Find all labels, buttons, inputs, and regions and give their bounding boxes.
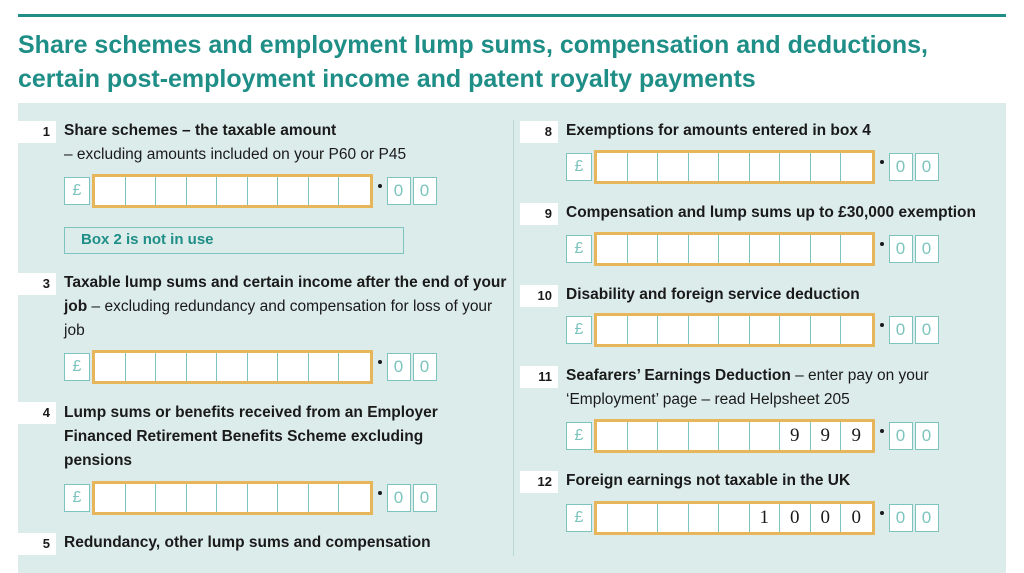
title-rule (18, 14, 1006, 17)
digit-cell[interactable] (658, 235, 689, 263)
digit-cell[interactable] (339, 353, 370, 381)
digit-cell[interactable] (187, 177, 218, 205)
digit-cell[interactable] (217, 484, 248, 512)
digit-cell[interactable] (658, 422, 689, 450)
question-8-label (566, 119, 1006, 143)
digit-cell[interactable] (689, 153, 720, 181)
decimal-point (880, 323, 884, 327)
digit-cell[interactable] (750, 316, 781, 344)
pound-sign: £ (566, 153, 592, 181)
question-11-label (566, 364, 991, 412)
pounds-digit-boxes[interactable] (594, 232, 875, 266)
box-number-9: 9 (520, 203, 558, 225)
pence-box: 0 (413, 484, 437, 512)
pence-box: 0 (387, 484, 411, 512)
digit-cell[interactable] (750, 422, 781, 450)
digit-cell[interactable] (187, 484, 218, 512)
pounds-digit-boxes[interactable] (594, 419, 875, 453)
digit-cell[interactable] (719, 153, 750, 181)
digit-cell[interactable] (628, 153, 659, 181)
question-9-label (566, 201, 1006, 225)
digit-cell[interactable] (156, 353, 187, 381)
digit-cell[interactable]: 0 (811, 504, 842, 532)
pence-box: 0 (413, 177, 437, 205)
pence-box: 0 (915, 422, 939, 450)
digit-cell[interactable] (597, 153, 628, 181)
pound-sign: £ (64, 484, 90, 512)
digit-cell[interactable] (597, 316, 628, 344)
pence-box: 0 (889, 153, 913, 181)
digit-cell[interactable] (126, 177, 157, 205)
question-12-label (566, 469, 1006, 493)
digit-cell[interactable] (658, 153, 689, 181)
digit-cell[interactable] (780, 153, 811, 181)
digit-cell[interactable] (339, 177, 370, 205)
digit-cell[interactable] (217, 177, 248, 205)
section-title (18, 28, 1018, 96)
pounds-digit-boxes[interactable] (594, 313, 875, 347)
pound-sign: £ (566, 316, 592, 344)
question-3-hint: – excluding redundancy and compensation for loss of your job (64, 298, 493, 339)
pence-box: 0 (387, 177, 411, 205)
pence-box: 0 (413, 353, 437, 381)
pence-box: 0 (889, 235, 913, 263)
digit-cell[interactable] (187, 353, 218, 381)
digit-cell[interactable] (841, 235, 872, 263)
pence-box: 0 (915, 316, 939, 344)
digit-cell[interactable] (309, 177, 340, 205)
question-5-title: Redundancy, other lump sums and compensation (64, 534, 431, 551)
decimal-point (378, 184, 382, 188)
digit-cell[interactable] (658, 316, 689, 344)
question-9-title: Compensation and lump sums up to £30,000 exemption (566, 204, 976, 221)
question-8-title: Exemptions for amounts entered in box 4 (566, 122, 871, 139)
digit-cell[interactable] (126, 353, 157, 381)
decimal-point (880, 160, 884, 164)
digit-cell[interactable] (841, 153, 872, 181)
digit-cell[interactable] (719, 422, 750, 450)
digit-cell[interactable] (628, 316, 659, 344)
digit-cell[interactable] (597, 235, 628, 263)
digit-cell[interactable] (719, 316, 750, 344)
digit-cell[interactable]: 9 (811, 422, 842, 450)
digit-cell[interactable] (780, 316, 811, 344)
pounds-digit-boxes[interactable] (92, 350, 373, 384)
digit-cell[interactable] (628, 422, 659, 450)
digit-cell[interactable] (248, 484, 279, 512)
pence-box: 0 (387, 353, 411, 381)
digit-cell[interactable]: 9 (780, 422, 811, 450)
pound-sign: £ (566, 422, 592, 450)
digit-cell[interactable] (309, 353, 340, 381)
pound-sign: £ (566, 235, 592, 263)
digit-cell[interactable] (811, 153, 842, 181)
digit-cell[interactable] (597, 422, 628, 450)
question-12-title: Foreign earnings not taxable in the UK (566, 472, 851, 489)
box-number-12: 12 (520, 471, 558, 493)
pounds-digit-boxes[interactable] (92, 174, 373, 208)
digit-cell[interactable] (750, 235, 781, 263)
decimal-point (378, 360, 382, 364)
decimal-point (880, 242, 884, 246)
digit-cell[interactable] (719, 504, 750, 532)
box-number-11: 11 (520, 366, 558, 388)
digit-cell[interactable] (689, 316, 720, 344)
digit-cell[interactable] (811, 316, 842, 344)
digit-cell[interactable] (248, 177, 279, 205)
digit-cell[interactable] (689, 422, 720, 450)
question-1-hint: – excluding amounts included on your P60 or P45 (64, 146, 407, 163)
digit-cell[interactable] (597, 504, 628, 532)
digit-cell[interactable] (156, 177, 187, 205)
box-number-5: 5 (18, 533, 56, 555)
question-3-title: Taxable lump sums and certain income after the end of your job (64, 274, 507, 315)
digit-cell[interactable] (95, 177, 126, 205)
question-4-title: Lump sums or benefits received from an Employer Financed Retirement Benefits Scheme excluding pensions (64, 404, 438, 469)
pence-box: 0 (915, 235, 939, 263)
digit-cell[interactable] (278, 484, 309, 512)
question-11-hint: – enter pay on your ‘Employment’ page – read Helpsheet 205 (566, 367, 929, 408)
digit-cell[interactable] (309, 484, 340, 512)
box-number-4: 4 (18, 402, 56, 424)
pence-box: 0 (889, 422, 913, 450)
question-11-title: Seafarers’ Earnings Deduction (566, 367, 791, 384)
digit-cell[interactable] (217, 353, 248, 381)
question-5-label (64, 531, 504, 555)
question-10-label (566, 283, 1006, 307)
digit-cell[interactable] (339, 484, 370, 512)
box-number-10: 10 (520, 285, 558, 307)
digit-cell[interactable] (811, 235, 842, 263)
pound-sign: £ (64, 353, 90, 381)
digit-cell[interactable]: 0 (851, 507, 861, 528)
digit-cell[interactable] (628, 504, 659, 532)
question-10-title: Disability and foreign service deduction (566, 286, 860, 303)
pounds-digit-boxes[interactable] (594, 150, 875, 184)
pence-box: 0 (889, 504, 913, 532)
digit-cell[interactable] (628, 235, 659, 263)
pound-sign: £ (566, 504, 592, 532)
box-number-8: 8 (520, 121, 558, 143)
digit-cell[interactable] (278, 353, 309, 381)
question-3-label (64, 271, 509, 343)
question-1-title: Share schemes – the taxable amount (64, 122, 337, 139)
section-title-line1: Share schemes and employment lump sums, compensation and deductions, (18, 31, 928, 59)
section-title-line2: certain post-employment income and patent royalty payments (18, 65, 756, 93)
digit-cell[interactable] (658, 504, 689, 532)
box-2-not-in-use: Box 2 is not in use (64, 227, 404, 254)
pence-box: 0 (915, 153, 939, 181)
decimal-point (880, 429, 884, 433)
pounds-digit-boxes[interactable] (594, 501, 875, 535)
pounds-digit-boxes[interactable] (92, 481, 373, 515)
pence-box: 0 (915, 504, 939, 532)
digit-cell[interactable] (126, 484, 157, 512)
column-divider (513, 120, 514, 556)
digit-cell[interactable] (780, 235, 811, 263)
question-1-label (64, 119, 504, 167)
digit-cell[interactable] (95, 353, 126, 381)
digit-cell[interactable] (156, 484, 187, 512)
digit-cell[interactable] (278, 177, 309, 205)
question-4-label (64, 401, 464, 473)
digit-cell[interactable] (841, 316, 872, 344)
digit-cell[interactable] (95, 484, 126, 512)
digit-cell[interactable] (750, 153, 781, 181)
box-number-1: 1 (18, 121, 56, 143)
pound-sign: £ (64, 177, 90, 205)
digit-cell[interactable] (689, 504, 720, 532)
digit-cell[interactable] (689, 235, 720, 263)
digit-cell[interactable]: 0 (780, 504, 811, 532)
pence-box: 0 (889, 316, 913, 344)
digit-cell[interactable]: 9 (851, 425, 861, 446)
digit-cell[interactable] (719, 235, 750, 263)
digit-cell[interactable] (248, 353, 279, 381)
decimal-point (378, 491, 382, 495)
digit-cell[interactable]: 1 (750, 504, 781, 532)
decimal-point (880, 511, 884, 515)
box-number-3: 3 (18, 273, 56, 295)
